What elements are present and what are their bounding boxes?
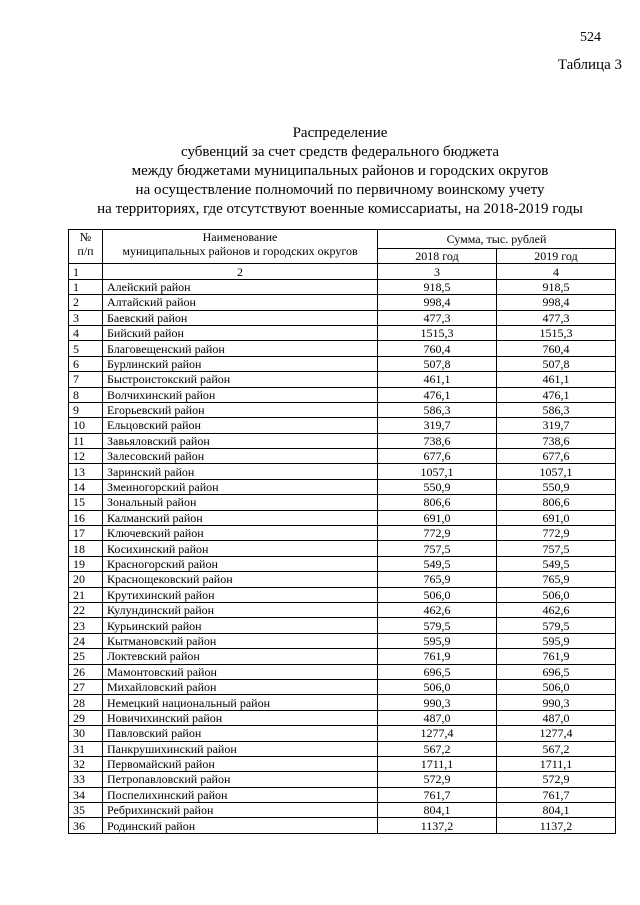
row-number-cell: 3 bbox=[69, 310, 103, 325]
district-name-cell: Зональный район bbox=[103, 495, 378, 510]
value-2018-cell: 677,6 bbox=[378, 449, 497, 464]
district-name-cell: Быстроистокский район bbox=[103, 372, 378, 387]
table-row bbox=[69, 649, 616, 664]
table-row bbox=[69, 633, 616, 648]
value-2019-cell: 579,5 bbox=[497, 618, 616, 633]
value-2019-cell: 998,4 bbox=[497, 295, 616, 310]
value-2018-cell: 990,3 bbox=[378, 695, 497, 710]
district-name-cell: Курьинский район bbox=[103, 618, 378, 633]
row-number-cell: 8 bbox=[69, 387, 103, 402]
value-2018-cell: 1057,1 bbox=[378, 464, 497, 479]
title-line: на территориях, где отсутствуют военные комиссариаты, на 2018-2019 годы bbox=[97, 201, 583, 217]
table-row bbox=[69, 449, 616, 464]
table-row bbox=[69, 387, 616, 402]
value-2018-cell: 1137,2 bbox=[378, 818, 497, 833]
value-2018-cell: 567,2 bbox=[378, 741, 497, 756]
value-2019-cell: 550,9 bbox=[497, 479, 616, 494]
table-row bbox=[69, 587, 616, 602]
value-2018-cell: 549,5 bbox=[378, 556, 497, 571]
value-2018-cell: 696,5 bbox=[378, 664, 497, 679]
district-name-cell: Первомайский район bbox=[103, 756, 378, 771]
value-2019-cell: 1137,2 bbox=[497, 818, 616, 833]
subsidy-table bbox=[68, 229, 616, 834]
value-2019-cell: 506,0 bbox=[497, 587, 616, 602]
row-number-cell: 24 bbox=[69, 633, 103, 648]
title-line: между бюджетами муниципальных районов и городских округов bbox=[131, 163, 549, 179]
value-2018-cell: 918,5 bbox=[378, 279, 497, 294]
value-2019-cell: 477,3 bbox=[497, 310, 616, 325]
value-2018-cell: 579,5 bbox=[378, 618, 497, 633]
district-name-cell: Поспелихинский район bbox=[103, 787, 378, 802]
value-2018-cell: 761,9 bbox=[378, 649, 497, 664]
table-row bbox=[69, 479, 616, 494]
value-2019-cell: 677,6 bbox=[497, 449, 616, 464]
value-2019-cell: 507,8 bbox=[497, 356, 616, 371]
district-name-cell: Залесовский район bbox=[103, 449, 378, 464]
document-title bbox=[60, 124, 620, 219]
row-number-cell: 11 bbox=[69, 433, 103, 448]
row-number-cell: 26 bbox=[69, 664, 103, 679]
row-number-cell: 16 bbox=[69, 510, 103, 525]
value-2018-cell: 1277,4 bbox=[378, 726, 497, 741]
value-2019-cell: 572,9 bbox=[497, 772, 616, 787]
row-number-cell: 2 bbox=[69, 295, 103, 310]
row-number-cell: 32 bbox=[69, 756, 103, 771]
row-number-cell: 20 bbox=[69, 572, 103, 587]
value-2018-cell: 506,0 bbox=[378, 679, 497, 694]
value-2019-cell: 806,6 bbox=[497, 495, 616, 510]
title-line: Распределение bbox=[292, 125, 388, 141]
table-row bbox=[69, 756, 616, 771]
value-2018-cell: 572,9 bbox=[378, 772, 497, 787]
table-row bbox=[69, 295, 616, 310]
district-name-cell: Благовещенский район bbox=[103, 341, 378, 356]
district-name-cell: Бийский район bbox=[103, 325, 378, 340]
table-row bbox=[69, 526, 616, 541]
value-2018-cell: 487,0 bbox=[378, 710, 497, 725]
header-number-line: п/п bbox=[77, 244, 94, 258]
district-name-cell: Кытмановский район bbox=[103, 633, 378, 648]
table-row bbox=[69, 710, 616, 725]
value-2019-cell: 765,9 bbox=[497, 572, 616, 587]
value-2019-cell: 506,0 bbox=[497, 679, 616, 694]
value-2018-cell: 476,1 bbox=[378, 387, 497, 402]
value-2019-cell: 696,5 bbox=[497, 664, 616, 679]
value-2018-cell: 586,3 bbox=[378, 402, 497, 417]
table-row bbox=[69, 787, 616, 802]
value-2019-cell: 586,3 bbox=[497, 402, 616, 417]
value-2018-cell: 1711,1 bbox=[378, 756, 497, 771]
district-name-cell: Новичихинский район bbox=[103, 710, 378, 725]
row-number-cell: 19 bbox=[69, 556, 103, 571]
value-2018-cell: 806,6 bbox=[378, 495, 497, 510]
column-number: 4 bbox=[497, 264, 616, 279]
row-number-cell: 22 bbox=[69, 602, 103, 617]
table-row bbox=[69, 402, 616, 417]
table-body bbox=[69, 230, 616, 834]
value-2019-cell: 1057,1 bbox=[497, 464, 616, 479]
value-2018-cell: 998,4 bbox=[378, 295, 497, 310]
district-name-cell: Змеиногорский район bbox=[103, 479, 378, 494]
table-row bbox=[69, 803, 616, 818]
value-2018-cell: 461,1 bbox=[378, 372, 497, 387]
district-name-cell: Петропавловский район bbox=[103, 772, 378, 787]
table-row bbox=[69, 510, 616, 525]
title-line: на осуществление полномочий по первичному воинскому учету bbox=[135, 182, 545, 198]
district-name-cell: Михайловский район bbox=[103, 679, 378, 694]
value-2019-cell: 487,0 bbox=[497, 710, 616, 725]
row-number-cell: 4 bbox=[69, 325, 103, 340]
table-row bbox=[69, 572, 616, 587]
row-number-cell: 27 bbox=[69, 679, 103, 694]
district-name-cell: Краснощековский район bbox=[103, 572, 378, 587]
table-row bbox=[69, 618, 616, 633]
value-2018-cell: 507,8 bbox=[378, 356, 497, 371]
table-row bbox=[69, 541, 616, 556]
row-number-cell: 36 bbox=[69, 818, 103, 833]
value-2019-cell: 761,9 bbox=[497, 649, 616, 664]
header-number-line: № bbox=[79, 230, 92, 244]
column-number: 3 bbox=[378, 264, 497, 279]
row-number-cell: 15 bbox=[69, 495, 103, 510]
table-row bbox=[69, 679, 616, 694]
row-number-cell: 28 bbox=[69, 695, 103, 710]
column-number: 1 bbox=[69, 264, 103, 279]
row-number-cell: 13 bbox=[69, 464, 103, 479]
row-number-cell: 29 bbox=[69, 710, 103, 725]
district-name-cell: Немецкий национальный район bbox=[103, 695, 378, 710]
table-row bbox=[69, 664, 616, 679]
title-line: субвенций за счет средств федерального бюджета bbox=[181, 144, 499, 160]
value-2019-cell: 1277,4 bbox=[497, 726, 616, 741]
table-row bbox=[69, 464, 616, 479]
table-row bbox=[69, 556, 616, 571]
table-row bbox=[69, 418, 616, 433]
column-number-row bbox=[69, 264, 616, 279]
row-number-cell: 1 bbox=[69, 279, 103, 294]
district-name-cell: Волчихинский район bbox=[103, 387, 378, 402]
value-2019-cell: 1515,3 bbox=[497, 325, 616, 340]
district-name-cell: Косихинский район bbox=[103, 541, 378, 556]
row-number-cell: 9 bbox=[69, 402, 103, 417]
district-name-cell: Заринский район bbox=[103, 464, 378, 479]
district-name-cell: Завьяловский район bbox=[103, 433, 378, 448]
table-row bbox=[69, 818, 616, 833]
value-2018-cell: 691,0 bbox=[378, 510, 497, 525]
district-name-cell: Мамонтовский район bbox=[103, 664, 378, 679]
district-name-cell: Ребрихинский район bbox=[103, 803, 378, 818]
header-year-2019: 2019 год bbox=[497, 249, 616, 264]
district-name-cell: Павловский район bbox=[103, 726, 378, 741]
district-name-cell: Калманский район bbox=[103, 510, 378, 525]
value-2019-cell: 595,9 bbox=[497, 633, 616, 648]
row-number-cell: 34 bbox=[69, 787, 103, 802]
table-row bbox=[69, 726, 616, 741]
row-number-cell: 14 bbox=[69, 479, 103, 494]
value-2019-cell: 772,9 bbox=[497, 526, 616, 541]
row-number-cell: 10 bbox=[69, 418, 103, 433]
row-number-cell: 7 bbox=[69, 372, 103, 387]
row-number-cell: 35 bbox=[69, 803, 103, 818]
district-name-cell: Егорьевский район bbox=[103, 402, 378, 417]
table-row bbox=[69, 602, 616, 617]
header-row bbox=[69, 230, 616, 249]
value-2018-cell: 738,6 bbox=[378, 433, 497, 448]
table-row bbox=[69, 433, 616, 448]
value-2018-cell: 506,0 bbox=[378, 587, 497, 602]
table-row bbox=[69, 279, 616, 294]
value-2019-cell: 990,3 bbox=[497, 695, 616, 710]
district-name-cell: Баевский район bbox=[103, 310, 378, 325]
value-2019-cell: 804,1 bbox=[497, 803, 616, 818]
district-name-cell: Бурлинский район bbox=[103, 356, 378, 371]
district-name-cell: Алейский район bbox=[103, 279, 378, 294]
value-2019-cell: 761,7 bbox=[497, 787, 616, 802]
value-2018-cell: 772,9 bbox=[378, 526, 497, 541]
table-row bbox=[69, 741, 616, 756]
header-year-2018: 2018 год bbox=[378, 249, 497, 264]
row-number-cell: 6 bbox=[69, 356, 103, 371]
row-number-cell: 12 bbox=[69, 449, 103, 464]
row-number-cell: 33 bbox=[69, 772, 103, 787]
district-name-cell: Ключевский район bbox=[103, 526, 378, 541]
district-name-cell: Кулундинский район bbox=[103, 602, 378, 617]
value-2019-cell: 757,5 bbox=[497, 541, 616, 556]
table-row bbox=[69, 695, 616, 710]
value-2019-cell: 462,6 bbox=[497, 602, 616, 617]
value-2019-cell: 918,5 bbox=[497, 279, 616, 294]
district-name-cell: Локтевский район bbox=[103, 649, 378, 664]
table-row bbox=[69, 341, 616, 356]
value-2018-cell: 760,4 bbox=[378, 341, 497, 356]
table-row bbox=[69, 356, 616, 371]
table-label: Таблица 3 bbox=[557, 57, 622, 73]
table-row bbox=[69, 772, 616, 787]
row-number-cell: 25 bbox=[69, 649, 103, 664]
district-name-cell: Крутихинский район bbox=[103, 587, 378, 602]
header-name-line: Наименование bbox=[202, 230, 278, 244]
header-number-cell bbox=[69, 230, 103, 264]
header-sum-cell: Сумма, тыс. рублей bbox=[378, 230, 616, 249]
value-2019-cell: 691,0 bbox=[497, 510, 616, 525]
district-name-cell: Красногорский район bbox=[103, 556, 378, 571]
value-2018-cell: 319,7 bbox=[378, 418, 497, 433]
value-2019-cell: 476,1 bbox=[497, 387, 616, 402]
table-row bbox=[69, 495, 616, 510]
value-2019-cell: 319,7 bbox=[497, 418, 616, 433]
value-2019-cell: 738,6 bbox=[497, 433, 616, 448]
value-2018-cell: 765,9 bbox=[378, 572, 497, 587]
column-number: 2 bbox=[103, 264, 378, 279]
row-number-cell: 21 bbox=[69, 587, 103, 602]
table-row bbox=[69, 310, 616, 325]
table-row bbox=[69, 325, 616, 340]
value-2018-cell: 595,9 bbox=[378, 633, 497, 648]
header-name-cell bbox=[103, 230, 378, 264]
value-2018-cell: 462,6 bbox=[378, 602, 497, 617]
value-2018-cell: 757,5 bbox=[378, 541, 497, 556]
value-2018-cell: 761,7 bbox=[378, 787, 497, 802]
value-2019-cell: 567,2 bbox=[497, 741, 616, 756]
district-name-cell: Панкрушихинский район bbox=[103, 741, 378, 756]
district-name-cell: Родинский район bbox=[103, 818, 378, 833]
row-number-cell: 17 bbox=[69, 526, 103, 541]
value-2018-cell: 804,1 bbox=[378, 803, 497, 818]
row-number-cell: 23 bbox=[69, 618, 103, 633]
value-2019-cell: 1711,1 bbox=[497, 756, 616, 771]
row-number-cell: 31 bbox=[69, 741, 103, 756]
row-number-cell: 18 bbox=[69, 541, 103, 556]
value-2018-cell: 550,9 bbox=[378, 479, 497, 494]
value-2018-cell: 1515,3 bbox=[378, 325, 497, 340]
district-name-cell: Алтайский район bbox=[103, 295, 378, 310]
value-2019-cell: 461,1 bbox=[497, 372, 616, 387]
value-2018-cell: 477,3 bbox=[378, 310, 497, 325]
table-row bbox=[69, 372, 616, 387]
header-name-line: муниципальных районов и городских округов bbox=[122, 244, 358, 258]
value-2019-cell: 549,5 bbox=[497, 556, 616, 571]
row-number-cell: 30 bbox=[69, 726, 103, 741]
row-number-cell: 5 bbox=[69, 341, 103, 356]
page-number: 524 bbox=[580, 30, 601, 45]
district-name-cell: Ельцовский район bbox=[103, 418, 378, 433]
value-2019-cell: 760,4 bbox=[497, 341, 616, 356]
